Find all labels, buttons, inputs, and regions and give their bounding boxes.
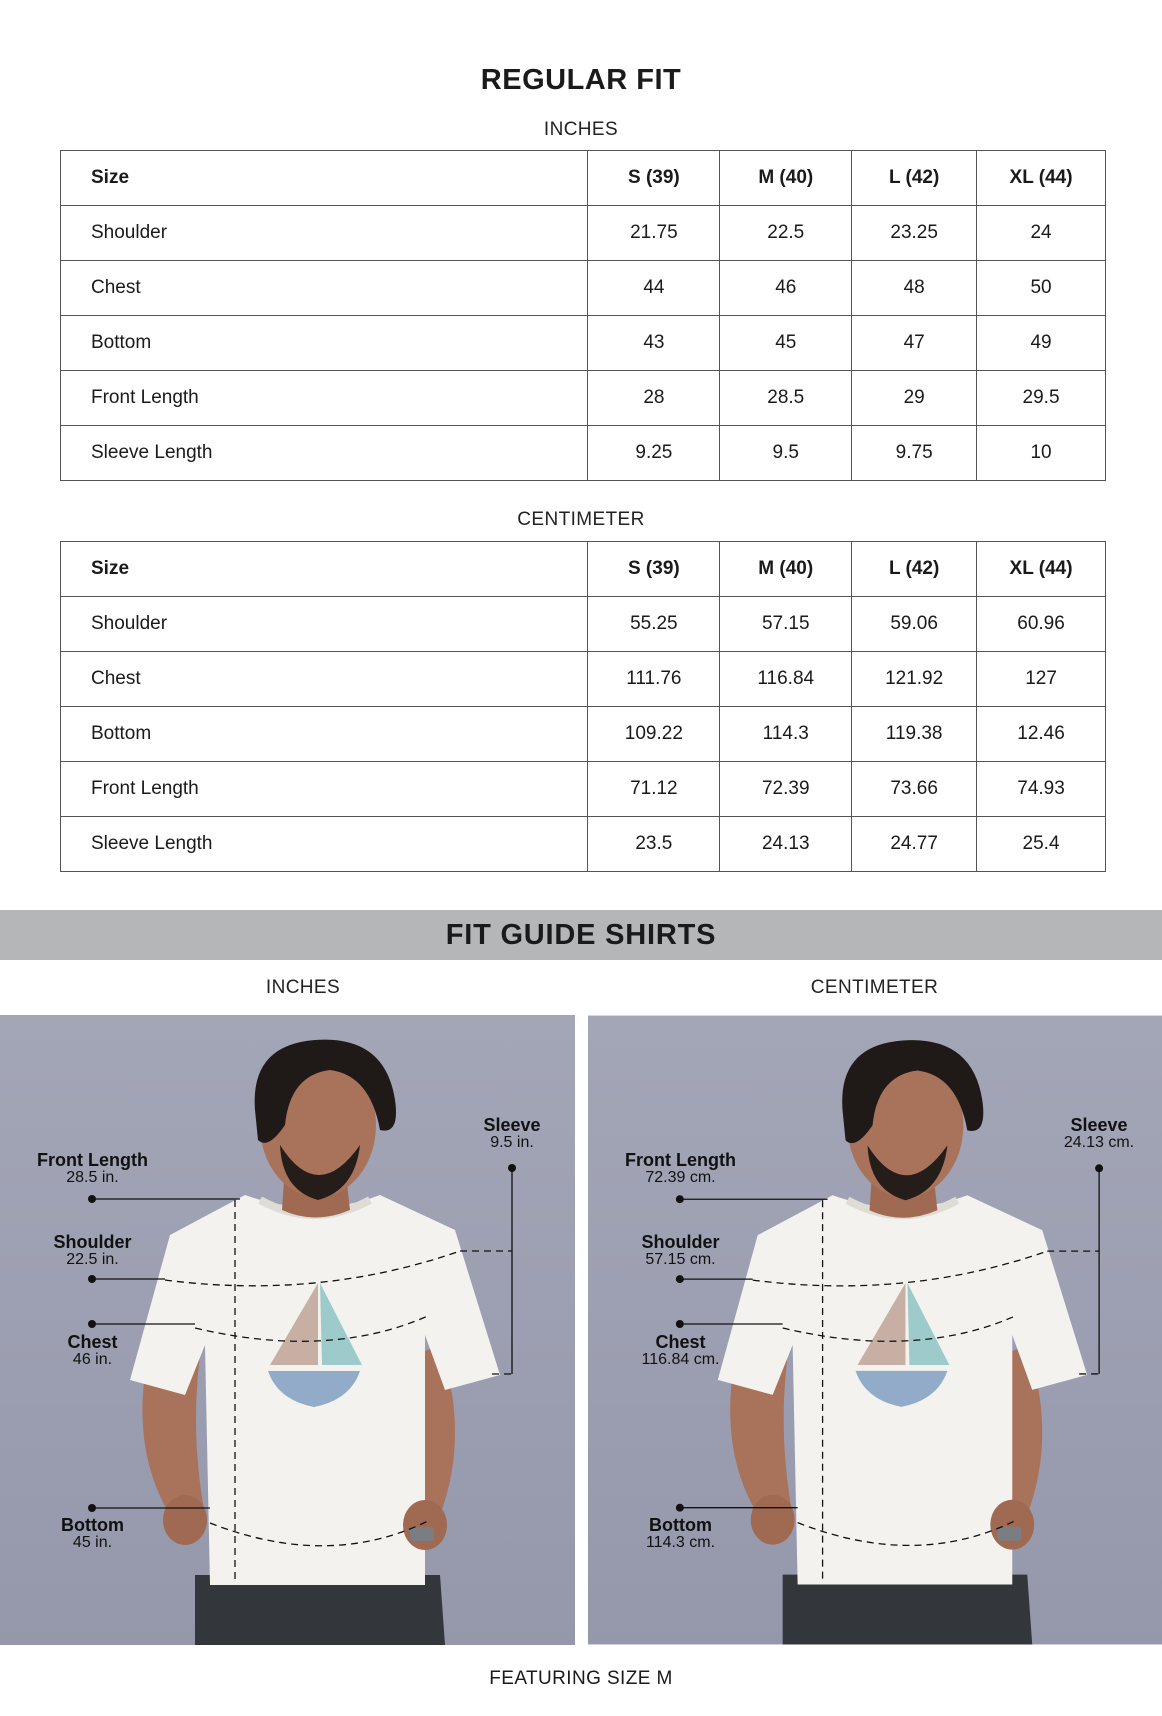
table-cell: 59.06 [852,597,977,652]
table-cell: 29 [852,371,977,426]
header-cell: L (42) [852,542,977,597]
table-cell: 29.5 [977,371,1106,426]
table-cell: 9.25 [588,426,720,481]
page-title: REGULAR FIT [480,64,682,96]
table-row [61,371,1106,426]
sleeve-label: Sleeve 24.13 cm. [1063,1115,1135,1151]
table-cell: 47 [852,316,977,371]
header-cell: S (39) [588,151,720,206]
table-cell: 45 [720,316,852,371]
featuring-size-note: FEATURING SIZE M [489,1668,673,1689]
inches-table-caption: INCHES [543,119,619,140]
table-cell: 127 [977,652,1106,707]
row-label: Front Length [61,762,588,817]
table-cell: 43 [588,316,720,371]
table-row [61,206,1106,261]
table-cell: 121.92 [852,652,977,707]
inches-size-table [60,150,1106,481]
table-cell: 10 [977,426,1106,481]
row-label: Bottom [61,316,588,371]
bottom-label: Bottom 45 in. [61,1515,124,1551]
chest-label: Chest 116.84 cm. [641,1332,720,1368]
table-cell: 114.3 [720,707,852,762]
table-cell: 48 [852,261,977,316]
table-cell: 12.46 [977,707,1106,762]
sleeve-label: Sleeve 9.5 in. [483,1115,541,1151]
model-photo-centimeter [588,1015,1162,1645]
table-cell: 44 [588,261,720,316]
header-cell: L (42) [852,151,977,206]
front-length-label: Front Length 28.5 in. [37,1150,148,1186]
centimeter-size-table [60,541,1106,872]
table-cell: 24.13 [720,817,852,872]
row-label: Sleeve Length [61,817,588,872]
row-label: Shoulder [61,597,588,652]
table-row [61,426,1106,481]
row-label: Chest [61,261,588,316]
table-cell: 9.5 [720,426,852,481]
table-cell: 24 [977,206,1106,261]
header-cell: S (39) [588,542,720,597]
centimeter-table-caption: CENTIMETER [517,509,645,530]
header-cell: XL (44) [977,542,1106,597]
chest-label: Chest 46 in. [67,1332,118,1368]
shoulder-label: Shoulder 57.15 cm. [641,1232,720,1268]
table-cell: 28 [588,371,720,426]
table-header-row [61,151,1106,206]
table-row [61,762,1106,817]
header-cell: M (40) [720,151,852,206]
table-row [61,707,1106,762]
table-cell: 22.5 [720,206,852,261]
table-row [61,817,1106,872]
fit-guide-banner [0,910,1162,960]
front-length-label: Front Length 72.39 cm. [625,1150,736,1186]
table-cell: 49 [977,316,1106,371]
table-header-row [61,542,1106,597]
fit-guide-inches-caption: INCHES [265,977,341,998]
fit-guide-title: FIT GUIDE SHIRTS [445,919,717,951]
table-cell: 60.96 [977,597,1106,652]
table-cell: 23.5 [588,817,720,872]
row-label: Sleeve Length [61,426,588,481]
fit-guide-centimeter-caption: CENTIMETER [810,977,939,998]
table-cell: 71.12 [588,762,720,817]
table-cell: 119.38 [852,707,977,762]
row-label: Bottom [61,707,588,762]
row-label: Front Length [61,371,588,426]
table-cell: 74.93 [977,762,1106,817]
bottom-label: Bottom 114.3 cm. [645,1515,716,1551]
header-cell: XL (44) [977,151,1106,206]
table-row [61,316,1106,371]
row-label: Shoulder [61,206,588,261]
header-cell: M (40) [720,542,852,597]
table-cell: 9.75 [852,426,977,481]
header-cell: Size [61,542,588,597]
shoulder-label: Shoulder 22.5 in. [53,1232,132,1268]
header-cell: Size [61,151,588,206]
table-cell: 57.15 [720,597,852,652]
table-cell: 111.76 [588,652,720,707]
table-cell: 109.22 [588,707,720,762]
table-row [61,652,1106,707]
table-row [61,261,1106,316]
table-cell: 50 [977,261,1106,316]
table-cell: 73.66 [852,762,977,817]
model-photo-inches [0,1015,575,1645]
table-cell: 21.75 [588,206,720,261]
table-cell: 72.39 [720,762,852,817]
table-cell: 24.77 [852,817,977,872]
table-cell: 28.5 [720,371,852,426]
table-cell: 55.25 [588,597,720,652]
table-cell: 116.84 [720,652,852,707]
table-cell: 23.25 [852,206,977,261]
table-row [61,597,1106,652]
row-label: Chest [61,652,588,707]
table-cell: 25.4 [977,817,1106,872]
table-cell: 46 [720,261,852,316]
